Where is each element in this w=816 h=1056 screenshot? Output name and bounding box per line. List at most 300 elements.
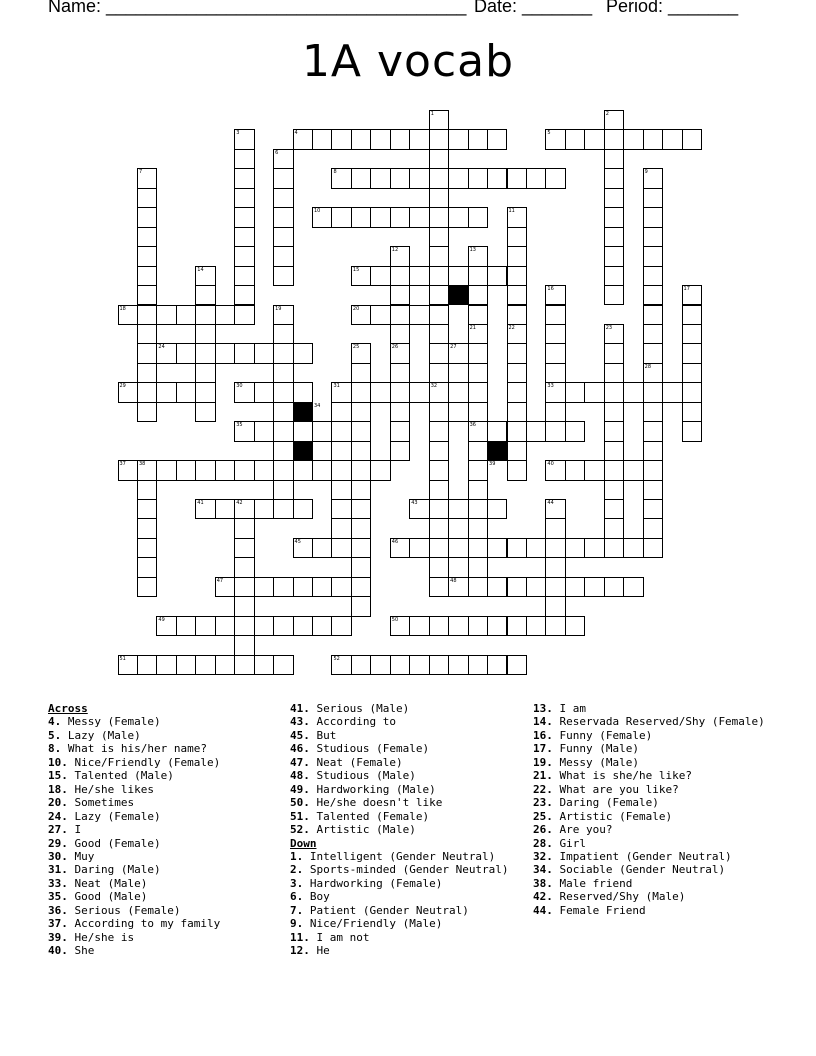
grid-cell[interactable] bbox=[448, 363, 468, 383]
grid-cell[interactable] bbox=[468, 343, 488, 363]
grid-cell[interactable] bbox=[293, 616, 313, 636]
grid-cell[interactable] bbox=[234, 557, 254, 577]
grid-cell[interactable] bbox=[429, 538, 449, 558]
grid-cell[interactable] bbox=[526, 577, 546, 597]
grid-cell[interactable] bbox=[604, 285, 624, 305]
grid-cell[interactable] bbox=[623, 538, 643, 558]
grid-cell[interactable] bbox=[468, 460, 488, 480]
grid-cell[interactable] bbox=[429, 577, 449, 597]
grid-cell[interactable] bbox=[604, 149, 624, 169]
grid-cell[interactable] bbox=[370, 460, 390, 480]
grid-cell[interactable] bbox=[293, 499, 313, 519]
grid-cell[interactable] bbox=[545, 596, 565, 616]
grid-cell[interactable] bbox=[584, 460, 604, 480]
grid-cell[interactable] bbox=[468, 616, 488, 636]
grid-cell[interactable] bbox=[137, 518, 157, 538]
grid-cell[interactable] bbox=[390, 402, 410, 422]
grid-cell[interactable] bbox=[390, 655, 410, 675]
grid-cell[interactable] bbox=[234, 518, 254, 538]
grid-cell[interactable] bbox=[507, 246, 527, 266]
grid-cell[interactable] bbox=[682, 382, 702, 402]
grid-cell[interactable] bbox=[331, 207, 351, 227]
grid-cell[interactable] bbox=[293, 343, 313, 363]
grid-cell[interactable] bbox=[565, 129, 585, 149]
grid-cell[interactable] bbox=[293, 382, 313, 402]
grid-cell[interactable] bbox=[545, 168, 565, 188]
grid-cell[interactable] bbox=[273, 421, 293, 441]
grid-cell[interactable] bbox=[273, 207, 293, 227]
grid-cell[interactable] bbox=[584, 382, 604, 402]
grid-cell[interactable] bbox=[643, 538, 663, 558]
grid-cell[interactable] bbox=[351, 518, 371, 538]
grid-cell[interactable] bbox=[195, 616, 215, 636]
grid-cell[interactable] bbox=[448, 382, 468, 402]
grid-cell[interactable] bbox=[429, 499, 449, 519]
grid-cell[interactable] bbox=[137, 285, 157, 305]
grid-cell[interactable] bbox=[273, 460, 293, 480]
grid-cell[interactable] bbox=[331, 577, 351, 597]
grid-cell[interactable] bbox=[682, 402, 702, 422]
grid-cell[interactable] bbox=[604, 577, 624, 597]
grid-cell[interactable] bbox=[234, 168, 254, 188]
grid-cell[interactable] bbox=[390, 441, 410, 461]
grid-cell[interactable] bbox=[273, 168, 293, 188]
grid-cell[interactable] bbox=[312, 460, 332, 480]
grid-cell[interactable] bbox=[234, 538, 254, 558]
grid-cell[interactable] bbox=[409, 305, 429, 325]
grid-cell[interactable] bbox=[370, 207, 390, 227]
grid-cell[interactable] bbox=[468, 129, 488, 149]
grid-cell[interactable] bbox=[468, 168, 488, 188]
grid-cell[interactable] bbox=[195, 305, 215, 325]
grid-cell[interactable] bbox=[293, 577, 313, 597]
grid-cell[interactable] bbox=[351, 596, 371, 616]
grid-cell[interactable] bbox=[545, 343, 565, 363]
grid-cell[interactable] bbox=[487, 266, 507, 286]
grid-cell[interactable] bbox=[273, 402, 293, 422]
grid-cell[interactable] bbox=[507, 382, 527, 402]
grid-cell[interactable] bbox=[429, 149, 449, 169]
grid-cell[interactable] bbox=[254, 421, 274, 441]
grid-cell[interactable] bbox=[176, 616, 196, 636]
grid-cell[interactable] bbox=[351, 382, 371, 402]
grid-cell[interactable] bbox=[507, 227, 527, 247]
grid-cell[interactable] bbox=[448, 129, 468, 149]
grid-cell[interactable] bbox=[176, 343, 196, 363]
grid-cell[interactable] bbox=[545, 557, 565, 577]
grid-cell[interactable] bbox=[545, 421, 565, 441]
grid-cell[interactable] bbox=[643, 246, 663, 266]
grid-cell[interactable] bbox=[273, 480, 293, 500]
grid-cell[interactable] bbox=[468, 538, 488, 558]
grid-cell[interactable] bbox=[623, 577, 643, 597]
grid-cell[interactable] bbox=[565, 538, 585, 558]
grid-cell[interactable] bbox=[604, 480, 624, 500]
grid-cell[interactable] bbox=[195, 402, 215, 422]
grid-cell[interactable] bbox=[195, 324, 215, 344]
grid-cell[interactable] bbox=[448, 538, 468, 558]
grid-cell[interactable] bbox=[273, 363, 293, 383]
grid-cell[interactable] bbox=[429, 480, 449, 500]
grid-cell[interactable] bbox=[682, 129, 702, 149]
grid-cell[interactable] bbox=[409, 538, 429, 558]
grid-cell[interactable] bbox=[604, 129, 624, 149]
grid-cell[interactable] bbox=[468, 305, 488, 325]
grid-cell[interactable] bbox=[293, 421, 313, 441]
grid-cell[interactable] bbox=[507, 421, 527, 441]
grid-cell[interactable] bbox=[682, 363, 702, 383]
grid-cell[interactable] bbox=[331, 518, 351, 538]
grid-cell[interactable] bbox=[254, 343, 274, 363]
grid-cell[interactable] bbox=[234, 246, 254, 266]
grid-cell[interactable] bbox=[643, 324, 663, 344]
grid-cell[interactable] bbox=[312, 129, 332, 149]
grid-cell[interactable] bbox=[643, 382, 663, 402]
grid-cell[interactable] bbox=[604, 499, 624, 519]
grid-cell[interactable] bbox=[507, 577, 527, 597]
grid-cell[interactable] bbox=[409, 655, 429, 675]
grid-cell[interactable] bbox=[526, 421, 546, 441]
grid-cell[interactable] bbox=[137, 188, 157, 208]
grid-cell[interactable] bbox=[682, 343, 702, 363]
grid-cell[interactable] bbox=[273, 324, 293, 344]
grid-cell[interactable] bbox=[176, 305, 196, 325]
grid-cell[interactable] bbox=[137, 363, 157, 383]
grid-cell[interactable] bbox=[565, 421, 585, 441]
grid-cell[interactable] bbox=[584, 538, 604, 558]
grid-cell[interactable] bbox=[234, 149, 254, 169]
grid-cell[interactable] bbox=[390, 421, 410, 441]
grid-cell[interactable] bbox=[234, 343, 254, 363]
grid-cell[interactable] bbox=[137, 538, 157, 558]
grid-cell[interactable] bbox=[468, 577, 488, 597]
grid-cell[interactable] bbox=[156, 305, 176, 325]
grid-cell[interactable] bbox=[351, 538, 371, 558]
grid-cell[interactable] bbox=[234, 460, 254, 480]
grid-cell[interactable] bbox=[429, 441, 449, 461]
grid-cell[interactable] bbox=[195, 343, 215, 363]
grid-cell[interactable] bbox=[370, 655, 390, 675]
grid-cell[interactable] bbox=[643, 518, 663, 538]
grid-cell[interactable] bbox=[682, 421, 702, 441]
grid-cell[interactable] bbox=[545, 402, 565, 422]
grid-cell[interactable] bbox=[507, 363, 527, 383]
grid-cell[interactable] bbox=[604, 363, 624, 383]
grid-cell[interactable] bbox=[448, 266, 468, 286]
grid-cell[interactable] bbox=[351, 363, 371, 383]
grid-cell[interactable] bbox=[273, 382, 293, 402]
grid-cell[interactable] bbox=[604, 188, 624, 208]
grid-cell[interactable] bbox=[351, 402, 371, 422]
grid-cell[interactable] bbox=[623, 382, 643, 402]
grid-cell[interactable] bbox=[507, 655, 527, 675]
grid-cell[interactable] bbox=[331, 460, 351, 480]
grid-cell[interactable] bbox=[682, 324, 702, 344]
grid-cell[interactable] bbox=[351, 577, 371, 597]
grid-cell[interactable] bbox=[565, 616, 585, 636]
grid-cell[interactable] bbox=[409, 207, 429, 227]
grid-cell[interactable] bbox=[526, 168, 546, 188]
grid-cell[interactable] bbox=[390, 382, 410, 402]
grid-cell[interactable] bbox=[584, 129, 604, 149]
grid-cell[interactable] bbox=[643, 343, 663, 363]
grid-cell[interactable] bbox=[370, 129, 390, 149]
grid-cell[interactable] bbox=[429, 227, 449, 247]
grid-cell[interactable] bbox=[234, 188, 254, 208]
grid-cell[interactable] bbox=[643, 305, 663, 325]
grid-cell[interactable] bbox=[487, 577, 507, 597]
grid-cell[interactable] bbox=[468, 382, 488, 402]
grid-cell[interactable] bbox=[351, 207, 371, 227]
grid-cell[interactable] bbox=[487, 168, 507, 188]
grid-cell[interactable] bbox=[507, 616, 527, 636]
grid-cell[interactable] bbox=[507, 538, 527, 558]
grid-cell[interactable] bbox=[137, 207, 157, 227]
grid-cell[interactable] bbox=[604, 207, 624, 227]
grid-cell[interactable] bbox=[507, 441, 527, 461]
grid-cell[interactable] bbox=[429, 266, 449, 286]
grid-cell[interactable] bbox=[273, 343, 293, 363]
grid-cell[interactable] bbox=[429, 460, 449, 480]
grid-cell[interactable] bbox=[312, 421, 332, 441]
grid-cell[interactable] bbox=[429, 207, 449, 227]
grid-cell[interactable] bbox=[273, 499, 293, 519]
grid-cell[interactable] bbox=[331, 480, 351, 500]
grid-cell[interactable] bbox=[604, 343, 624, 363]
grid-cell[interactable] bbox=[409, 616, 429, 636]
grid-cell[interactable] bbox=[254, 460, 274, 480]
grid-cell[interactable] bbox=[234, 207, 254, 227]
grid-cell[interactable] bbox=[234, 266, 254, 286]
grid-cell[interactable] bbox=[507, 266, 527, 286]
grid-cell[interactable] bbox=[468, 266, 488, 286]
grid-cell[interactable] bbox=[156, 655, 176, 675]
grid-cell[interactable] bbox=[351, 557, 371, 577]
grid-cell[interactable] bbox=[370, 305, 390, 325]
grid-cell[interactable] bbox=[604, 382, 624, 402]
grid-cell[interactable] bbox=[137, 266, 157, 286]
grid-cell[interactable] bbox=[429, 129, 449, 149]
grid-cell[interactable] bbox=[409, 382, 429, 402]
grid-cell[interactable] bbox=[468, 480, 488, 500]
grid-cell[interactable] bbox=[429, 363, 449, 383]
grid-cell[interactable] bbox=[156, 460, 176, 480]
grid-cell[interactable] bbox=[176, 655, 196, 675]
grid-cell[interactable] bbox=[429, 402, 449, 422]
grid-cell[interactable] bbox=[351, 480, 371, 500]
grid-cell[interactable] bbox=[195, 363, 215, 383]
grid-cell[interactable] bbox=[137, 557, 157, 577]
grid-cell[interactable] bbox=[351, 460, 371, 480]
grid-cell[interactable] bbox=[137, 577, 157, 597]
grid-cell[interactable] bbox=[643, 129, 663, 149]
grid-cell[interactable] bbox=[604, 402, 624, 422]
grid-cell[interactable] bbox=[448, 207, 468, 227]
grid-cell[interactable] bbox=[254, 499, 274, 519]
grid-cell[interactable] bbox=[351, 655, 371, 675]
grid-cell[interactable] bbox=[604, 538, 624, 558]
grid-cell[interactable] bbox=[273, 441, 293, 461]
grid-cell[interactable] bbox=[565, 577, 585, 597]
grid-cell[interactable] bbox=[254, 382, 274, 402]
grid-cell[interactable] bbox=[468, 402, 488, 422]
grid-cell[interactable] bbox=[468, 207, 488, 227]
grid-cell[interactable] bbox=[429, 518, 449, 538]
grid-cell[interactable] bbox=[234, 305, 254, 325]
grid-cell[interactable] bbox=[390, 207, 410, 227]
grid-cell[interactable] bbox=[545, 363, 565, 383]
grid-cell[interactable] bbox=[156, 382, 176, 402]
grid-cell[interactable] bbox=[545, 324, 565, 344]
grid-cell[interactable] bbox=[643, 188, 663, 208]
grid-cell[interactable] bbox=[448, 402, 468, 422]
grid-cell[interactable] bbox=[487, 499, 507, 519]
grid-cell[interactable] bbox=[545, 538, 565, 558]
grid-cell[interactable] bbox=[331, 421, 351, 441]
grid-cell[interactable] bbox=[545, 577, 565, 597]
grid-cell[interactable] bbox=[604, 227, 624, 247]
grid-cell[interactable] bbox=[468, 655, 488, 675]
grid-cell[interactable] bbox=[312, 577, 332, 597]
grid-cell[interactable] bbox=[429, 285, 449, 305]
grid-cell[interactable] bbox=[195, 655, 215, 675]
grid-cell[interactable] bbox=[565, 382, 585, 402]
grid-cell[interactable] bbox=[176, 382, 196, 402]
grid-cell[interactable] bbox=[429, 421, 449, 441]
grid-cell[interactable] bbox=[429, 324, 449, 344]
grid-cell[interactable] bbox=[429, 168, 449, 188]
grid-cell[interactable] bbox=[643, 285, 663, 305]
grid-cell[interactable] bbox=[526, 616, 546, 636]
grid-cell[interactable] bbox=[662, 129, 682, 149]
grid-cell[interactable] bbox=[351, 421, 371, 441]
grid-cell[interactable] bbox=[565, 460, 585, 480]
grid-cell[interactable] bbox=[448, 655, 468, 675]
grid-cell[interactable] bbox=[429, 188, 449, 208]
grid-cell[interactable] bbox=[273, 266, 293, 286]
grid-cell[interactable] bbox=[604, 266, 624, 286]
grid-cell[interactable] bbox=[215, 655, 235, 675]
grid-cell[interactable] bbox=[312, 538, 332, 558]
grid-cell[interactable] bbox=[604, 421, 624, 441]
grid-cell[interactable] bbox=[137, 655, 157, 675]
grid-cell[interactable] bbox=[390, 285, 410, 305]
grid-cell[interactable] bbox=[234, 596, 254, 616]
grid-cell[interactable] bbox=[215, 305, 235, 325]
grid-cell[interactable] bbox=[623, 129, 643, 149]
grid-cell[interactable] bbox=[273, 246, 293, 266]
grid-cell[interactable] bbox=[234, 655, 254, 675]
grid-cell[interactable] bbox=[409, 168, 429, 188]
grid-cell[interactable] bbox=[137, 382, 157, 402]
grid-cell[interactable] bbox=[487, 655, 507, 675]
grid-cell[interactable] bbox=[370, 168, 390, 188]
grid-cell[interactable] bbox=[468, 363, 488, 383]
grid-cell[interactable] bbox=[487, 616, 507, 636]
grid-cell[interactable] bbox=[545, 616, 565, 636]
grid-cell[interactable] bbox=[195, 285, 215, 305]
grid-cell[interactable] bbox=[643, 227, 663, 247]
grid-cell[interactable] bbox=[254, 577, 274, 597]
grid-cell[interactable] bbox=[137, 324, 157, 344]
grid-cell[interactable] bbox=[137, 227, 157, 247]
grid-cell[interactable] bbox=[429, 305, 449, 325]
grid-cell[interactable] bbox=[409, 129, 429, 149]
grid-cell[interactable] bbox=[507, 460, 527, 480]
grid-cell[interactable] bbox=[234, 227, 254, 247]
grid-cell[interactable] bbox=[487, 129, 507, 149]
grid-cell[interactable] bbox=[234, 577, 254, 597]
grid-cell[interactable] bbox=[370, 266, 390, 286]
grid-cell[interactable] bbox=[390, 168, 410, 188]
grid-cell[interactable] bbox=[312, 616, 332, 636]
grid-cell[interactable] bbox=[643, 480, 663, 500]
grid-cell[interactable] bbox=[234, 616, 254, 636]
grid-cell[interactable] bbox=[137, 480, 157, 500]
grid-cell[interactable] bbox=[643, 441, 663, 461]
grid-cell[interactable] bbox=[662, 382, 682, 402]
grid-cell[interactable] bbox=[623, 460, 643, 480]
grid-cell[interactable] bbox=[604, 441, 624, 461]
grid-cell[interactable] bbox=[215, 460, 235, 480]
grid-cell[interactable] bbox=[507, 343, 527, 363]
grid-cell[interactable] bbox=[643, 421, 663, 441]
grid-cell[interactable] bbox=[273, 577, 293, 597]
grid-cell[interactable] bbox=[429, 343, 449, 363]
grid-cell[interactable] bbox=[273, 655, 293, 675]
grid-cell[interactable] bbox=[234, 285, 254, 305]
grid-cell[interactable] bbox=[370, 382, 390, 402]
grid-cell[interactable] bbox=[526, 538, 546, 558]
grid-cell[interactable] bbox=[448, 499, 468, 519]
grid-cell[interactable] bbox=[390, 305, 410, 325]
grid-cell[interactable] bbox=[584, 577, 604, 597]
grid-cell[interactable] bbox=[429, 616, 449, 636]
grid-cell[interactable] bbox=[331, 441, 351, 461]
grid-cell[interactable] bbox=[215, 343, 235, 363]
grid-cell[interactable] bbox=[195, 460, 215, 480]
grid-cell[interactable] bbox=[507, 168, 527, 188]
grid-cell[interactable] bbox=[507, 285, 527, 305]
grid-cell[interactable] bbox=[137, 305, 157, 325]
grid-cell[interactable] bbox=[137, 402, 157, 422]
grid-cell[interactable] bbox=[604, 168, 624, 188]
grid-cell[interactable] bbox=[429, 557, 449, 577]
grid-cell[interactable] bbox=[254, 655, 274, 675]
grid-cell[interactable] bbox=[643, 402, 663, 422]
grid-cell[interactable] bbox=[468, 518, 488, 538]
grid-cell[interactable] bbox=[643, 207, 663, 227]
grid-cell[interactable] bbox=[176, 460, 196, 480]
grid-cell[interactable] bbox=[390, 129, 410, 149]
grid-cell[interactable] bbox=[545, 305, 565, 325]
grid-cell[interactable] bbox=[331, 499, 351, 519]
grid-cell[interactable] bbox=[468, 285, 488, 305]
grid-cell[interactable] bbox=[429, 246, 449, 266]
grid-cell[interactable] bbox=[682, 305, 702, 325]
grid-cell[interactable] bbox=[487, 538, 507, 558]
grid-cell[interactable] bbox=[351, 441, 371, 461]
grid-cell[interactable] bbox=[448, 616, 468, 636]
grid-cell[interactable] bbox=[409, 266, 429, 286]
grid-cell[interactable] bbox=[643, 460, 663, 480]
grid-cell[interactable] bbox=[448, 168, 468, 188]
grid-cell[interactable] bbox=[215, 616, 235, 636]
grid-cell[interactable] bbox=[604, 460, 624, 480]
grid-cell[interactable] bbox=[137, 343, 157, 363]
grid-cell[interactable] bbox=[331, 402, 351, 422]
grid-cell[interactable] bbox=[604, 246, 624, 266]
